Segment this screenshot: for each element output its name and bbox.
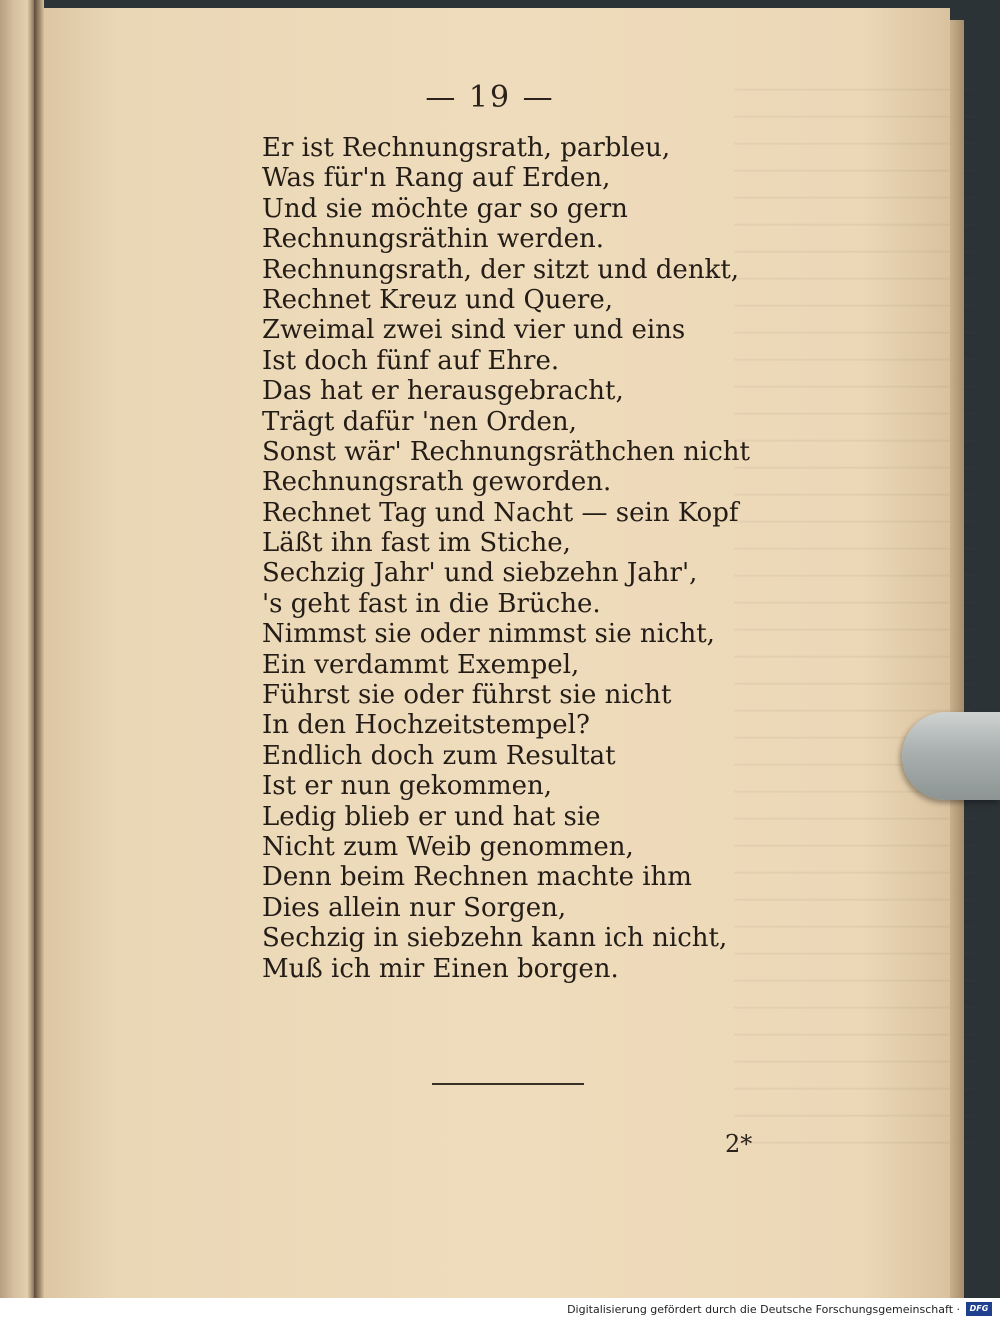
poem-line: Ein verdammt Exempel,: [262, 649, 580, 680]
poem-line: Zweimal zwei sind vier und eins: [262, 315, 686, 346]
poem-line: Ist er nun gekommen,: [262, 771, 553, 802]
poem-line: Was für'n Rang auf Erden,: [262, 163, 611, 194]
poem-line: Trägt dafür 'nen Orden,: [262, 406, 577, 437]
poem-line: Und sie möchte gar so gern: [262, 193, 628, 224]
poem-line: Sonst wär' Rechnungsräthchen nicht: [262, 436, 750, 467]
poem-line: Rechnungsräthin werden.: [262, 224, 605, 255]
poem-line: Läßt ihn fast im Stiche,: [262, 528, 571, 559]
poem-line: Ledig blieb er und hat sie: [262, 801, 601, 832]
poem-line: Sechzig in siebzehn kann ich nicht,: [262, 923, 728, 954]
page-clip: [902, 712, 1000, 800]
dfg-logo-icon: DFG: [966, 1302, 992, 1316]
poem-line: Rechnet Tag und Nacht — sein Kopf: [262, 497, 739, 528]
poem-line: Rechnet Kreuz und Quere,: [262, 284, 613, 315]
poem-line: 's geht fast in die Brüche.: [262, 588, 601, 619]
poem-line: Muß ich mir Einen borgen.: [262, 953, 619, 984]
poem-line: Rechnungsrath geworden.: [262, 467, 612, 498]
poem-line: Er ist Rechnungsrath, parbleu,: [262, 133, 671, 163]
poem-line: In den Hochzeitstempel?: [262, 710, 590, 741]
show-through-text: [734, 68, 974, 1168]
signature-mark: 2*: [725, 1130, 753, 1158]
funding-credit: Digitalisierung gefördert durch die Deutsche Forschungsgemeinschaft ·: [567, 1303, 960, 1316]
page-edge-right: [950, 20, 964, 1298]
poem-line: Führst sie oder führst sie nicht: [262, 680, 672, 711]
poem-line: Endlich doch zum Resultat: [262, 740, 616, 771]
poem-line: Rechnungsrath, der sitzt und denkt,: [262, 254, 740, 285]
page-number: — 19 —: [425, 80, 555, 115]
poem-line: Dies allein nur Sorgen,: [262, 892, 567, 923]
left-page-edge: [0, 0, 34, 1298]
poem-line: Nicht zum Weib genommen,: [262, 831, 634, 862]
poem-line: Das hat er herausgebracht,: [262, 376, 624, 407]
poem-text: [262, 133, 750, 984]
end-rule: [432, 1083, 584, 1085]
poem-line: Denn beim Rechnen machte ihm: [262, 862, 692, 893]
poem-line: Nimmst sie oder nimmst sie nicht,: [262, 619, 715, 650]
poem-line: Ist doch fünf auf Ehre.: [262, 345, 560, 376]
book-gutter: [34, 0, 44, 1298]
footer-bar: [0, 1298, 1000, 1321]
poem-line: Sechzig Jahr' und siebzehn Jahr',: [262, 558, 698, 589]
